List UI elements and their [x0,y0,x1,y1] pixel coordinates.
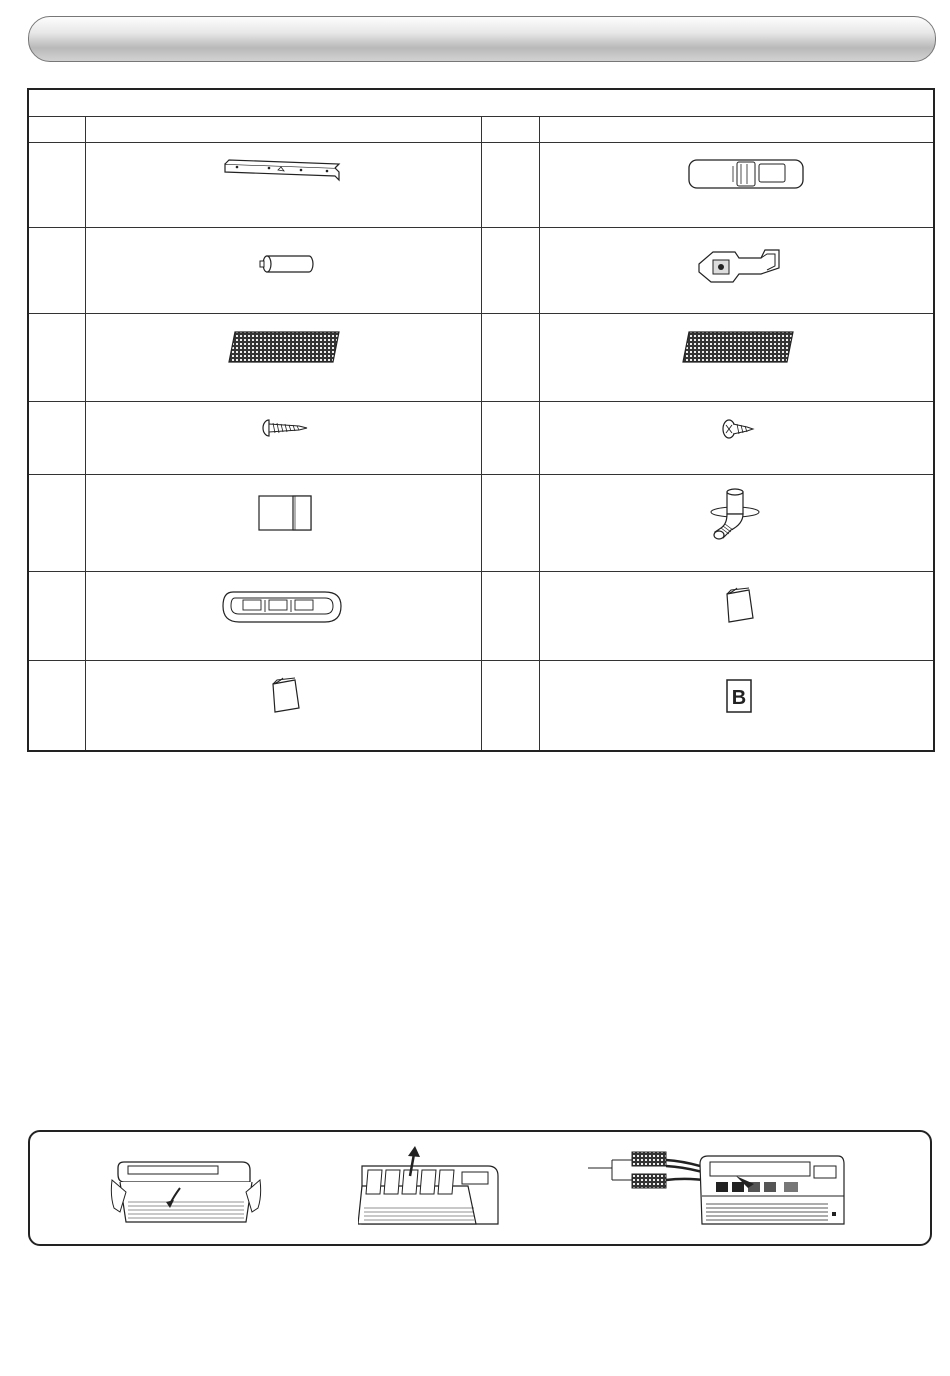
attach-filter-icon [588,1146,848,1226]
filter-steps-panel [28,1130,932,1246]
grid-line [539,116,540,750]
section-banner [28,16,936,62]
open-front-panel-icon [110,1152,262,1224]
b-label-glyph: B [731,687,747,709]
accessories-table [27,88,935,752]
remove-filter-icon [358,1146,504,1226]
grid-line [481,116,482,750]
grid-line [85,116,86,750]
